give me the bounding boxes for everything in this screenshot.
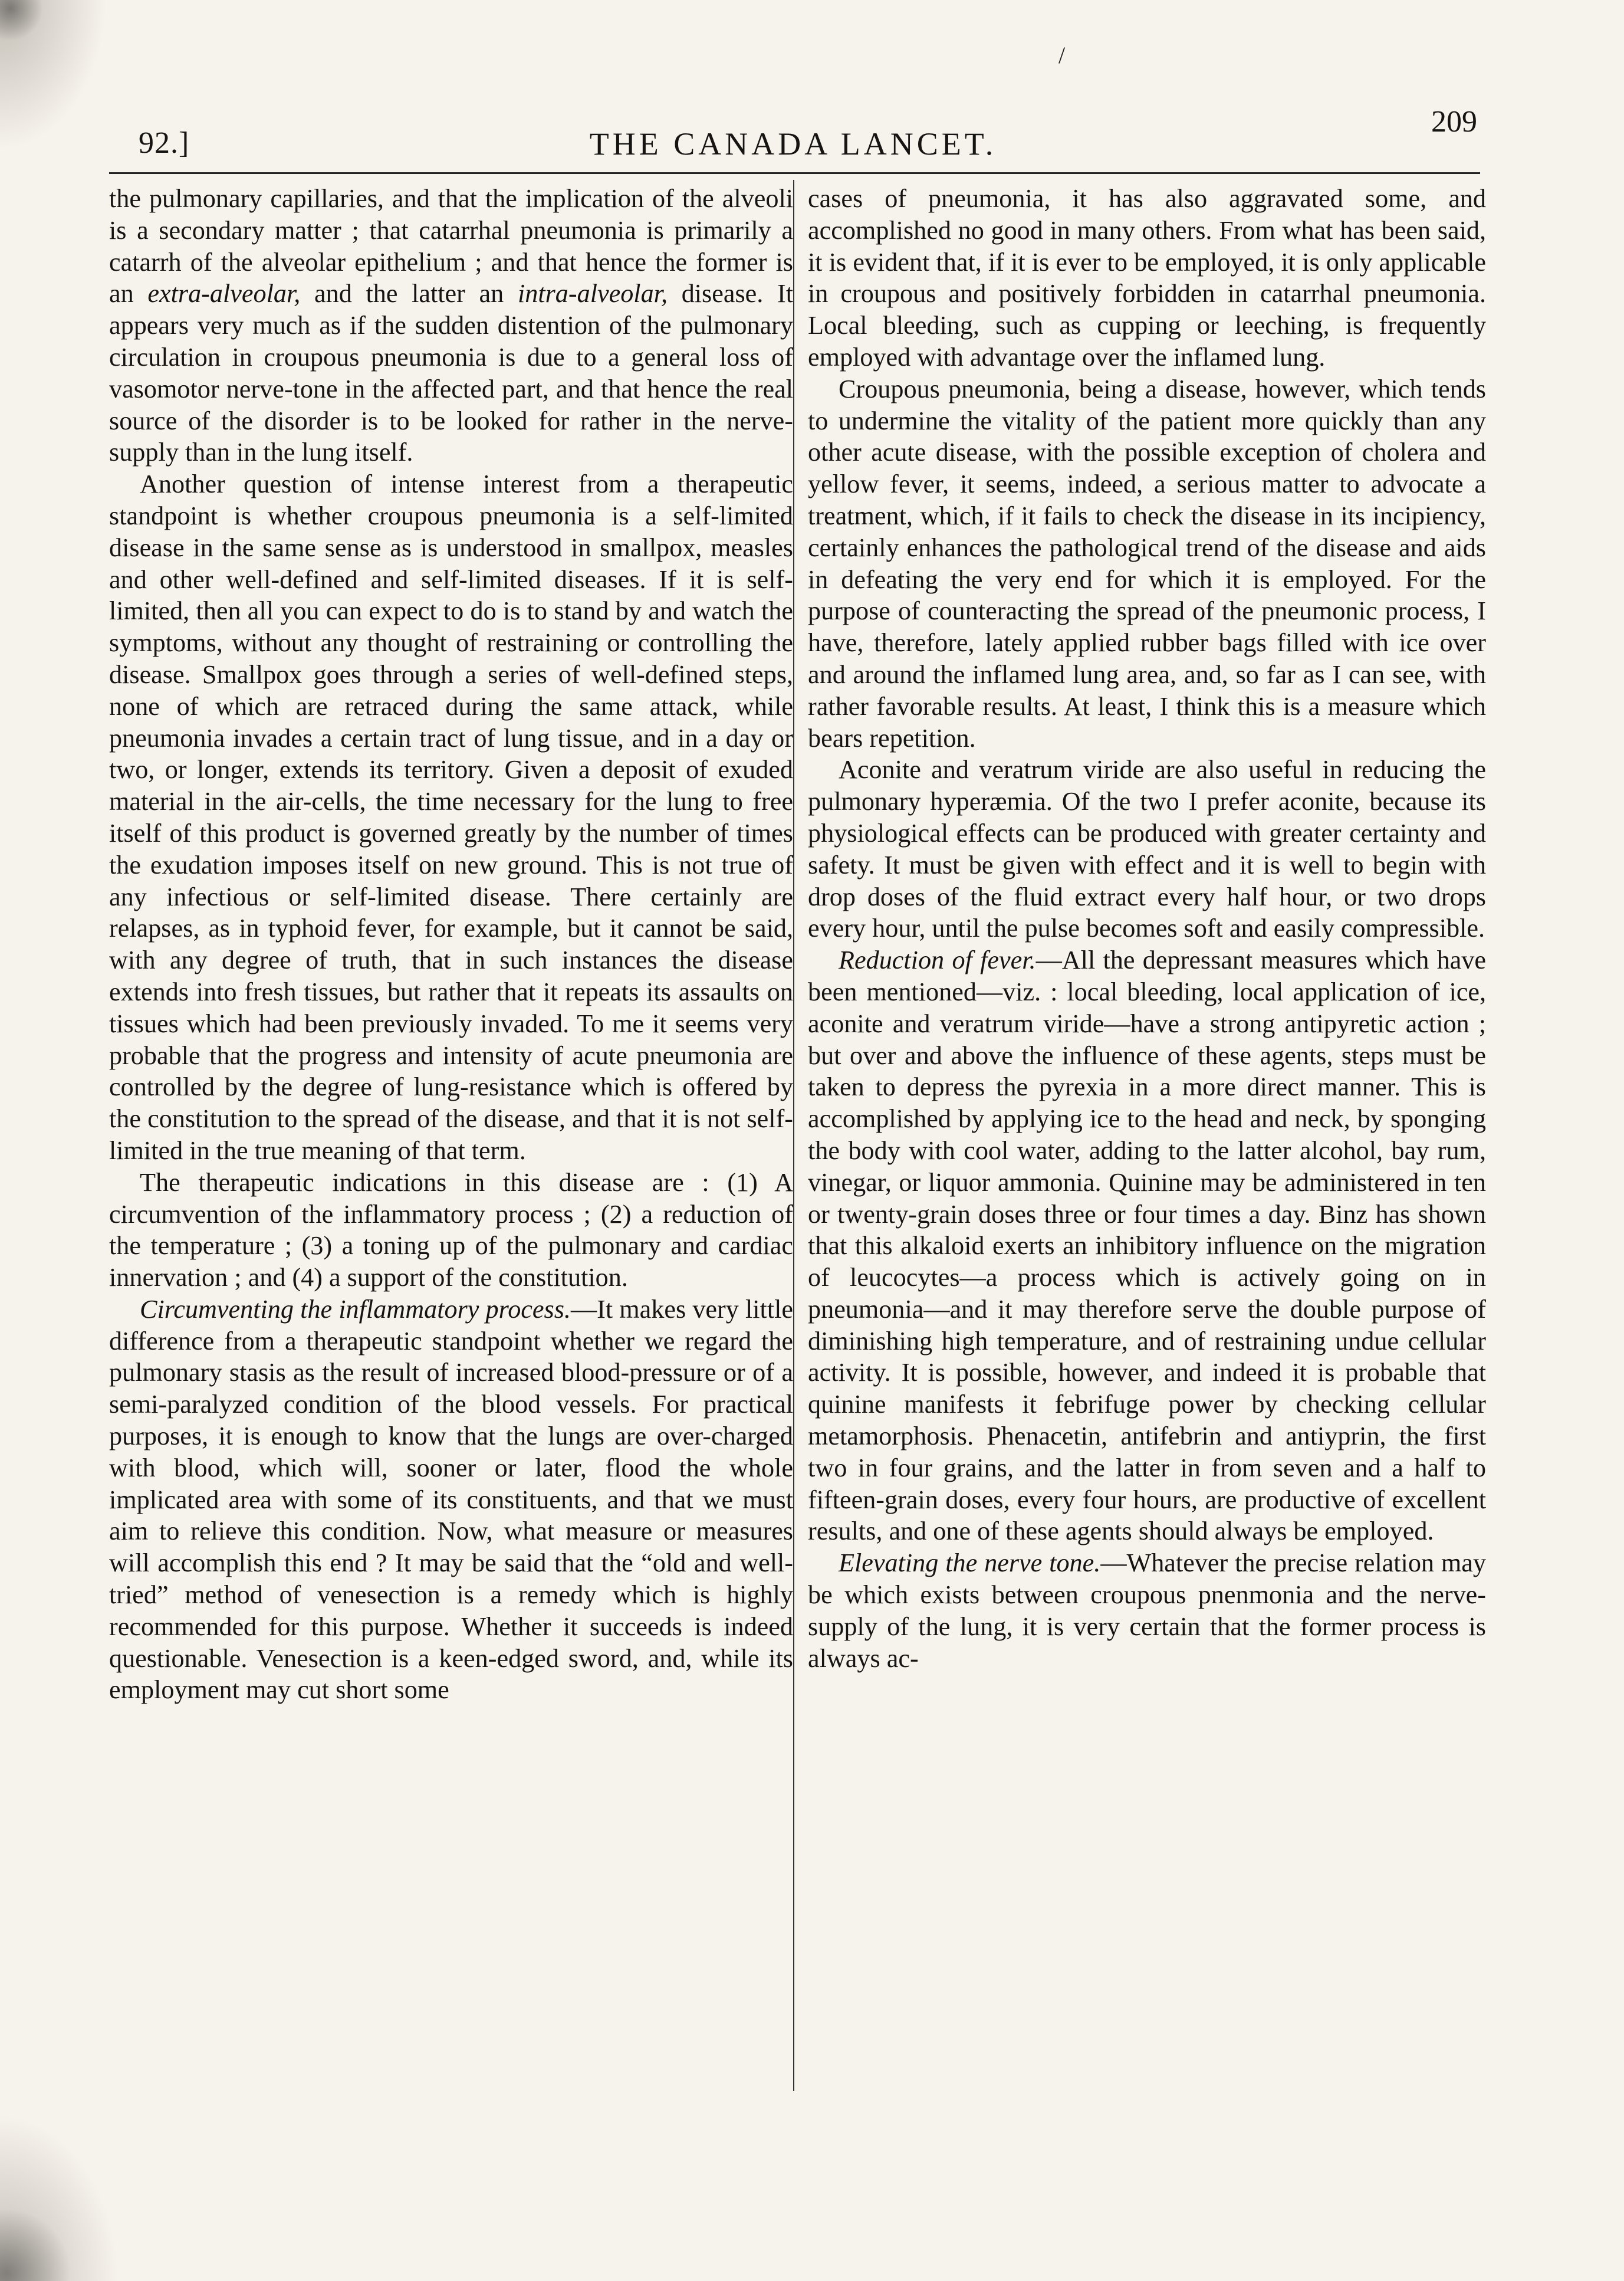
- right-column: [808, 183, 1486, 1674]
- page-corner-wear-bottom: [0, 2198, 71, 2281]
- stray-pen-mark: /: [1058, 42, 1066, 68]
- right-paragraph-3: Aconite and veratrum viride are also useful in reducing the pulmonary hyperæmia. Of the two I prefer aconite, because its physiological effects can be produced with greater certainty and safety. It must be given with effect and it is well to begin with drop doses of the fluid extract every half hour, or two drops every hour, until the pulse becomes soft and easily compressible.: [808, 755, 1486, 943]
- page-number: 209: [1431, 105, 1477, 139]
- right-paragraph-5: [808, 1547, 1486, 1674]
- header-rule: [109, 172, 1480, 174]
- page-corner-wear-top: [0, 0, 53, 41]
- left-paragraph-2: Another question of intense interest from a therapeutic standpoint is whether croupous pneumonia is a self-limited disease in the same sense as is understood in smallpox, measles and other well-defined and self-limited diseases. If it is self-limited, then all you can expect to do is to stand by and watch the symptoms, without any thought of restraining or controlling the disease. Smallpox goes through a series of well-defined steps, none of which are retraced during the same attack, while pneumonia invades a certain tract of lung tissue, and in a day or two, or longer, extends its territory. Given a deposit of exuded material in the air-cells, the time necessary for the lung to free itself of this product is governed greatly by the number of times the exudation imposes itself on new ground. This is not true of any infectious or self-limited disease. There certainly are relapses, as in typhoid fever, for example, but it cannot be said, with any degree of truth, that in such instances the disease extends into fresh tissues, but rather that it repeats its assaults on tissues which had been previously invaded. To me it seems very probable that the progress and intensity of acute pneumonia are controlled by the degree of lung-resistance which is offered by the constitution to the spread of the disease, and that it is not self-limited in the true meaning of that term.: [109, 470, 793, 1165]
- right-paragraph-2: Croupous pneumonia, being a disease, however, which tends to undermine the vitality of the patient more quickly than any other acute disease, with the possible exception of cholera and yellow fever, it seems, indeed, a serious matter to advocate a treatment, which, if it fails to check the disease in its incipiency, certainly enhances the pathological trend of the disease and aids in defeating the very end for which it is employed. For the purpose of counteracting the spread of the pneumonic process, I have, therefore, lately applied rubber bags filled with ice over and around the inflamed lung area, and, so far as I can see, with rather favorable results. At least, I think this is a measure which bears repetition.: [808, 374, 1486, 753]
- running-title: THE CANADA LANCET.: [589, 126, 997, 162]
- left-paragraph-1: [109, 183, 793, 468]
- section-heading: Circumventing the inflammatory process.: [140, 1294, 571, 1324]
- text-run: the pulmonary capillaries, and that the implication of the alveoli is a secondary matter ; that catarrhal pneumonia is primarily a catarrh of the alveolar epithelium ; and that hence the former is an: [109, 184, 793, 308]
- text-run: disease. It appears very much as if the sudden distention of the pulmonary circulation in croupous pneumonia is due to a general loss of vasomotor nerve-tone in the affected part, and that hence the real source of the disorder is to be looked for rather in the nerve-supply than in the lung itself.: [109, 279, 794, 467]
- left-paragraph-4: [109, 1294, 793, 1706]
- left-paragraph-3: The therapeutic indications in this disease are : (1) A circumvention of the inflammatory process ; (2) a reduction of the temperature ; (3) a toning up of the pulmonary and cardiac innervation ; and (4) a support of the constitution.: [109, 1167, 793, 1292]
- left-column: [109, 183, 793, 1706]
- page-header: [109, 105, 1477, 174]
- text-run: —Whatever the precise relation may be which exists between croupous pnenmonia and the nerve-supply of the lung, it is very certain that the former process is always ac-: [808, 1548, 1487, 1673]
- issue-folio: 92.]: [139, 126, 190, 160]
- column-divider: [793, 180, 794, 2091]
- right-paragraph-4: [808, 944, 1486, 1547]
- italic-term: extra-alveolar,: [147, 279, 301, 308]
- right-paragraph-1: cases of pneumonia, it has also aggravated some, and accomplished no good in many others. From what has been said, it is evident that, if it is ever to be employed, it is only applicable in croupous and positively forbidden in catarrhal pneumonia. Local bleeding, such as cupping or leeching, is frequently employed with advantage over the inflamed lung.: [808, 184, 1486, 372]
- section-heading: Reduction of fever.: [839, 946, 1036, 975]
- text-run: —It makes very little difference from a therapeutic standpoint whether we regard the pulmonary stasis as the result of increased blood-pressure or of a semi-paralyzed condition of the blood vessels. For practical purposes, it is enough to know that the lungs are over-charged with blood, which will, sooner or later, flood the whole implicated area with some of its constituents, and that we must aim to relieve this condition. Now, what measure or measures will accomplish this end ? It may be said that the “old and well-tried” method of venesection is a remedy which is highly recommended for this purpose. Whether it succeeds is indeed questionable. Venesection is a keen-edged sword, and, while its employment may cut short some: [109, 1294, 793, 1705]
- section-heading: Elevating the nerve tone.: [839, 1548, 1101, 1578]
- text-run: —All the depressant measures which have been mentioned—viz. : local bleeding, local application of ice, aconite and veratrum viride—have a strong antipyretic action ; but over and above the influence of these agents, steps must be taken to depress the pyrexia in a more direct manner. This is accomplished by applying ice to the head and neck, by sponging the body with cool water, adding to the latter alcohol, bay rum, vinegar, or liquor ammonia. Quinine may be administered in ten or twenty-grain doses three or four times a day. Binz has shown that this alkaloid exerts an inhibitory influence on the migration of leucocytes—a process which is actively going on in pneumonia—and it may therefore serve the double purpose of diminishing high temperature, and of restraining undue cellular activity. It is possible, however, and indeed it is probable that quinine manifests it febrifuge power by checking cellular metamorphosis. Phenacetin, antifebrin and antiyprin, the first two in four grains, and the latter in from seven and a half to fifteen-grain doses, every four hours, are productive of excellent results, and one of these agents should always be employed.: [808, 946, 1486, 1546]
- italic-term: intra-alveolar,: [517, 279, 668, 308]
- text-run: and the latter an: [300, 279, 518, 308]
